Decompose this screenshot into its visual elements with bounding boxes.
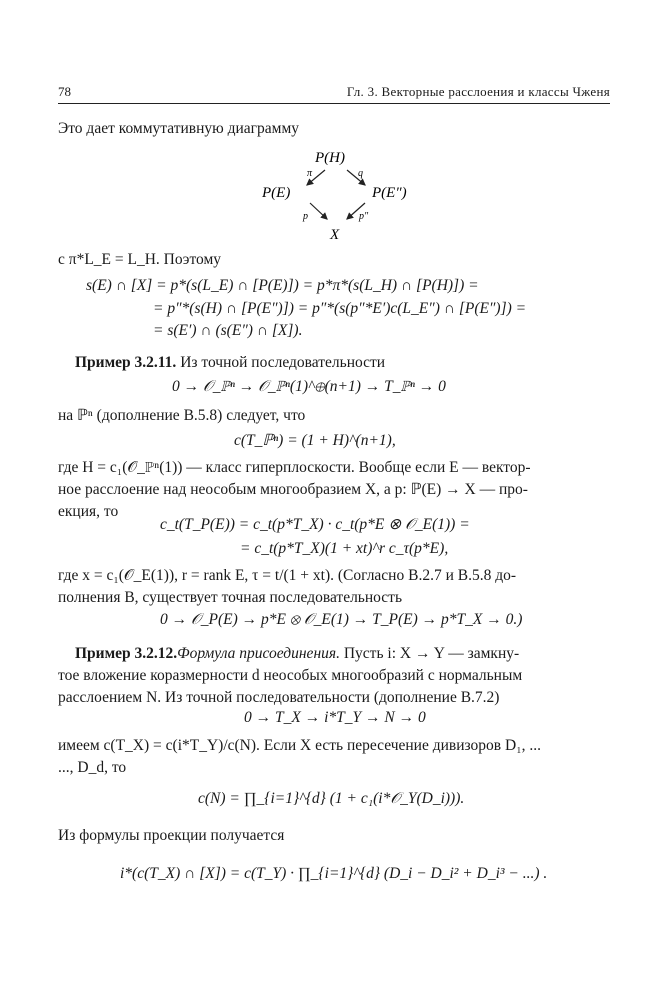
equation-3b: = c_t(p*T_X)(1 + xt)^r c_τ(p*E),: [240, 540, 449, 557]
text-line-5: ное расслоение над неособым многообразием X, а p: ℙ(E) → X — про-: [58, 481, 528, 498]
equation-4: c(N) = ∏_{i=1}^{d} (1 + c₁(i*𝒪_Y(D_i))).: [198, 790, 465, 807]
diagram-node-right: P(E″): [372, 185, 407, 201]
example-title: Формула присоединения.: [177, 645, 340, 662]
diagram-label-pdd: p″: [359, 211, 369, 222]
diagram-label-p: p: [303, 211, 308, 222]
equation-5: i*(c(T_X) ∩ [X]) = c(T_Y) · ∏_{i=1}^{d} (D_i − D_i² + D_i³ − ...) .: [120, 865, 548, 882]
example-text: Из точной последовательности: [180, 354, 386, 371]
page-header: [58, 84, 610, 104]
running-title: Гл. 3. Векторные расслоения и классы Чженя: [346, 84, 610, 99]
diagram-label-q: q: [358, 168, 363, 179]
text-line-4: где H = c₁(𝒪_ℙⁿ(1)) — класс гиперплоскости. Вообще если E — вектор-: [58, 459, 531, 476]
text-line-11: имеем c(T_X) = c(i*T_Y)/c(N). Если X есть пересечение дивизоров D₁, ...: [58, 737, 541, 754]
example-label: Пример 3.2.12.: [75, 645, 178, 662]
page-number: 78: [58, 84, 71, 99]
diagram-label-pi: π: [307, 168, 313, 179]
equation-1b: = p″*(s(H) ∩ [P(E″)]) = p″*(s(p″*E′)c(L_E″) ∩ [P(E″)]) =: [153, 300, 527, 317]
example-3-2-11: [75, 353, 385, 373]
text-line-2: с π*L_E = L_H. Поэтому: [58, 251, 222, 268]
example-3-2-12: [75, 644, 519, 664]
example-text: Пусть i: X → Y — замкну-: [343, 645, 520, 662]
diagram-arrow-p: [310, 203, 327, 219]
exact-sequence-3: 0 → T_X → i*T_Y → N → 0: [244, 709, 426, 726]
exact-sequence-2: 0 → 𝒪_P(E) → p*E ⊗ 𝒪_E(1) → T_P(E) → p*T_X → 0.): [160, 611, 523, 628]
text-line-12: ..., D_d, то: [58, 759, 127, 776]
equation-1a: s(E) ∩ [X] = p*(s(L_E) ∩ [P(E)]) = p*π*(s(L_H) ∩ [P(H)]) =: [86, 277, 479, 294]
exact-sequence-1: 0 → 𝒪_ℙⁿ → 𝒪_ℙⁿ(1)^⊕(n+1) → T_ℙⁿ → 0: [172, 378, 446, 395]
equation-3a: c_t(T_P(E)) = c_t(p*T_X) · c_t(p*E ⊗ 𝒪_E(1)) =: [160, 516, 470, 533]
text-line-3: на ℙⁿ (дополнение B.5.8) следует, что: [58, 407, 306, 424]
text-line-1: Это дает коммутативную диаграмму: [58, 120, 300, 137]
text-line-13: Из формулы проекции получается: [58, 827, 285, 844]
text-line-7: где x = c₁(𝒪_E(1)), r = rank E, τ = t/(1 + xt). (Согласно B.2.7 и B.5.8 до-: [58, 567, 517, 584]
text-line-8: полнения B, существует точная последовательность: [58, 589, 403, 606]
example-label: Пример 3.2.11.: [75, 354, 177, 371]
equation-2: c(T_ℙⁿ) = (1 + H)^(n+1),: [234, 432, 396, 449]
diagram-node-top: P(H): [315, 150, 345, 166]
equation-1c: = s(E′) ∩ (s(E″) ∩ [X]).: [153, 322, 303, 339]
text-line-10: расслоением N. Из точной последовательности (дополнение B.7.2): [58, 689, 500, 706]
header-rule: [58, 103, 610, 104]
diagram-node-bottom: X: [330, 227, 340, 243]
commutative-diagram: [255, 145, 425, 245]
text-line-6: екция, то: [58, 503, 119, 520]
text-line-9: тое вложение коразмерности d неособых многообразий с нормальным: [58, 667, 523, 684]
diagram-node-left: P(E): [262, 185, 291, 201]
